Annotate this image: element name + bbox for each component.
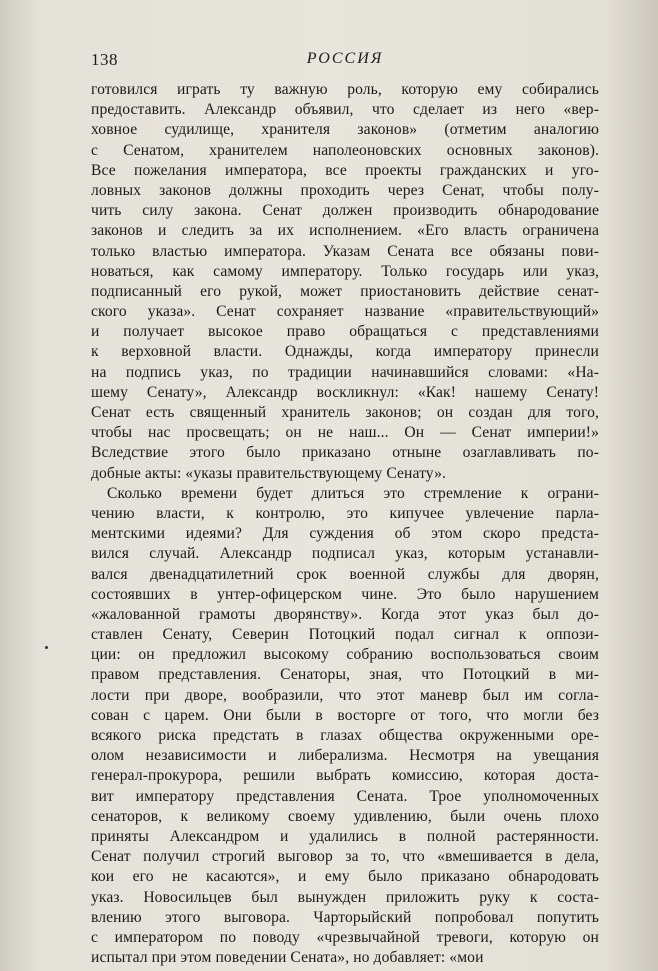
paragraph [91, 80, 599, 484]
running-title: РОССИЯ [306, 50, 384, 67]
text-line: Сенат получил строгий выговор за то, что «вмешивается в дела, [91, 848, 599, 866]
page-number: 138 [91, 50, 118, 69]
text-line: Вследствие этого было приказано отныне озаглавливать по- [91, 444, 599, 462]
text-line: и получает высокое право обращаться с представлениями [91, 323, 599, 341]
text-line: предоставить. Александр объявил, что сделает из него «вер- [91, 101, 599, 119]
text-line: шему Сенату», Александр воскликнул: «Как! нашему Сенату! [91, 383, 599, 401]
text-line: Сколько времени будет длиться это стремление к ограни- [107, 484, 599, 502]
text-line: лости при дворе, вообразили, что этот маневр был им согла- [91, 686, 599, 704]
text-line: Сенат есть священный хранитель законов; он создан для того, [91, 404, 599, 421]
text-line: влению этого выговора. Чарторыйский попробовал попутить [91, 908, 599, 926]
text-line: добные акты: «указы правительствующему Сенату». [91, 464, 446, 482]
text-line: чить силу закона. Сенат должен производить обнародование [91, 202, 599, 220]
text-line: всякого риска предстать в глазах общества окруженными оре- [91, 727, 599, 744]
text-line: к верховной власти. Однажды, когда императору принесли [91, 343, 599, 361]
text-line: состоявших в унтер-офицерском чине. Это было нарушением [91, 585, 599, 603]
text-line: Все пожелания императора, все проекты гражданских и уго- [91, 161, 599, 179]
paragraph [91, 484, 599, 969]
text-line: с императором по поводу «чрезвычайной тревоги, которую он [91, 928, 599, 946]
text-line: ловных законов должны проходить через Сенат, чтобы полу- [91, 181, 599, 199]
text-line: олом независимости и либерализма. Несмотря на увещания [91, 747, 599, 765]
text-line: вился случай. Александр подписал указ, которым устанавли- [91, 545, 599, 563]
text-line: на подпись указ, по традиции начинавшийся словами: «На- [91, 363, 599, 381]
text-line: законов и следить за их исполнением. «Его власть ограничена [91, 222, 599, 240]
text-line: с Сенатом, хранителем наполеоновских основных законов). [91, 141, 599, 159]
text-line: ского указа». Сенат сохраняет название «правительствующий» [91, 303, 599, 321]
text-line: сенаторов, к великому своему удивлению, были очень плохо [91, 807, 599, 825]
text-line: кои его не касаются», и ему было приказано обнародовать [91, 868, 599, 886]
text-line: только властью императора. Указам Сената все обязаны пови- [91, 242, 599, 260]
text-line: испытал при этом поведении Сената», но добавляет: «мои [91, 949, 484, 967]
paper-speck [45, 646, 48, 649]
text-line: «жалованной грамоты дворянству». Когда этот указ был до- [91, 605, 599, 623]
text-line: вался двенадцатилетний срок военной службы для дворян, [91, 565, 599, 583]
text-line: вит императору представления Сената. Трое уполномоченных [91, 787, 599, 805]
text-line: ховное судилище, хранителя законов» (отметим аналогию [91, 121, 599, 139]
body-text [91, 80, 599, 968]
text-line: ставлен Сенату, Северин Потоцкий подал сигнал к оппози- [91, 626, 599, 644]
text-line: чтобы нас просвещать; он не наш... Он — Сенат империи!» [91, 424, 599, 442]
text-line: ментскими идеями? Для суждения об этом скоро предста- [91, 525, 599, 543]
text-line: чению власти, к контролю, это кипучее увлечение парла- [91, 504, 599, 522]
text-line: генерал-прокурора, решили выбрать комиссию, которая доста- [91, 767, 599, 785]
text-line: правом представления. Сенаторы, зная, что Потоцкий в ми- [91, 666, 599, 684]
text-line: сован с царем. Они были в восторге от того, что могли без [91, 706, 599, 724]
page-header [91, 50, 599, 74]
text-line: новаться, как самому императору. Только государь или указ, [91, 262, 599, 280]
text-line: приняты Александром и удалились в полной растерянности. [91, 827, 599, 845]
text-line: указ. Новосильцев был вынужден приложить руку к соста- [91, 888, 599, 906]
text-line: готовился играть ту важную роль, которую ему собирались [91, 81, 599, 98]
text-line: подписанный его рукой, может приостановить действие сенат- [91, 282, 599, 300]
text-line: ции: он предложил высокому собранию воспользоваться своим [91, 646, 599, 664]
